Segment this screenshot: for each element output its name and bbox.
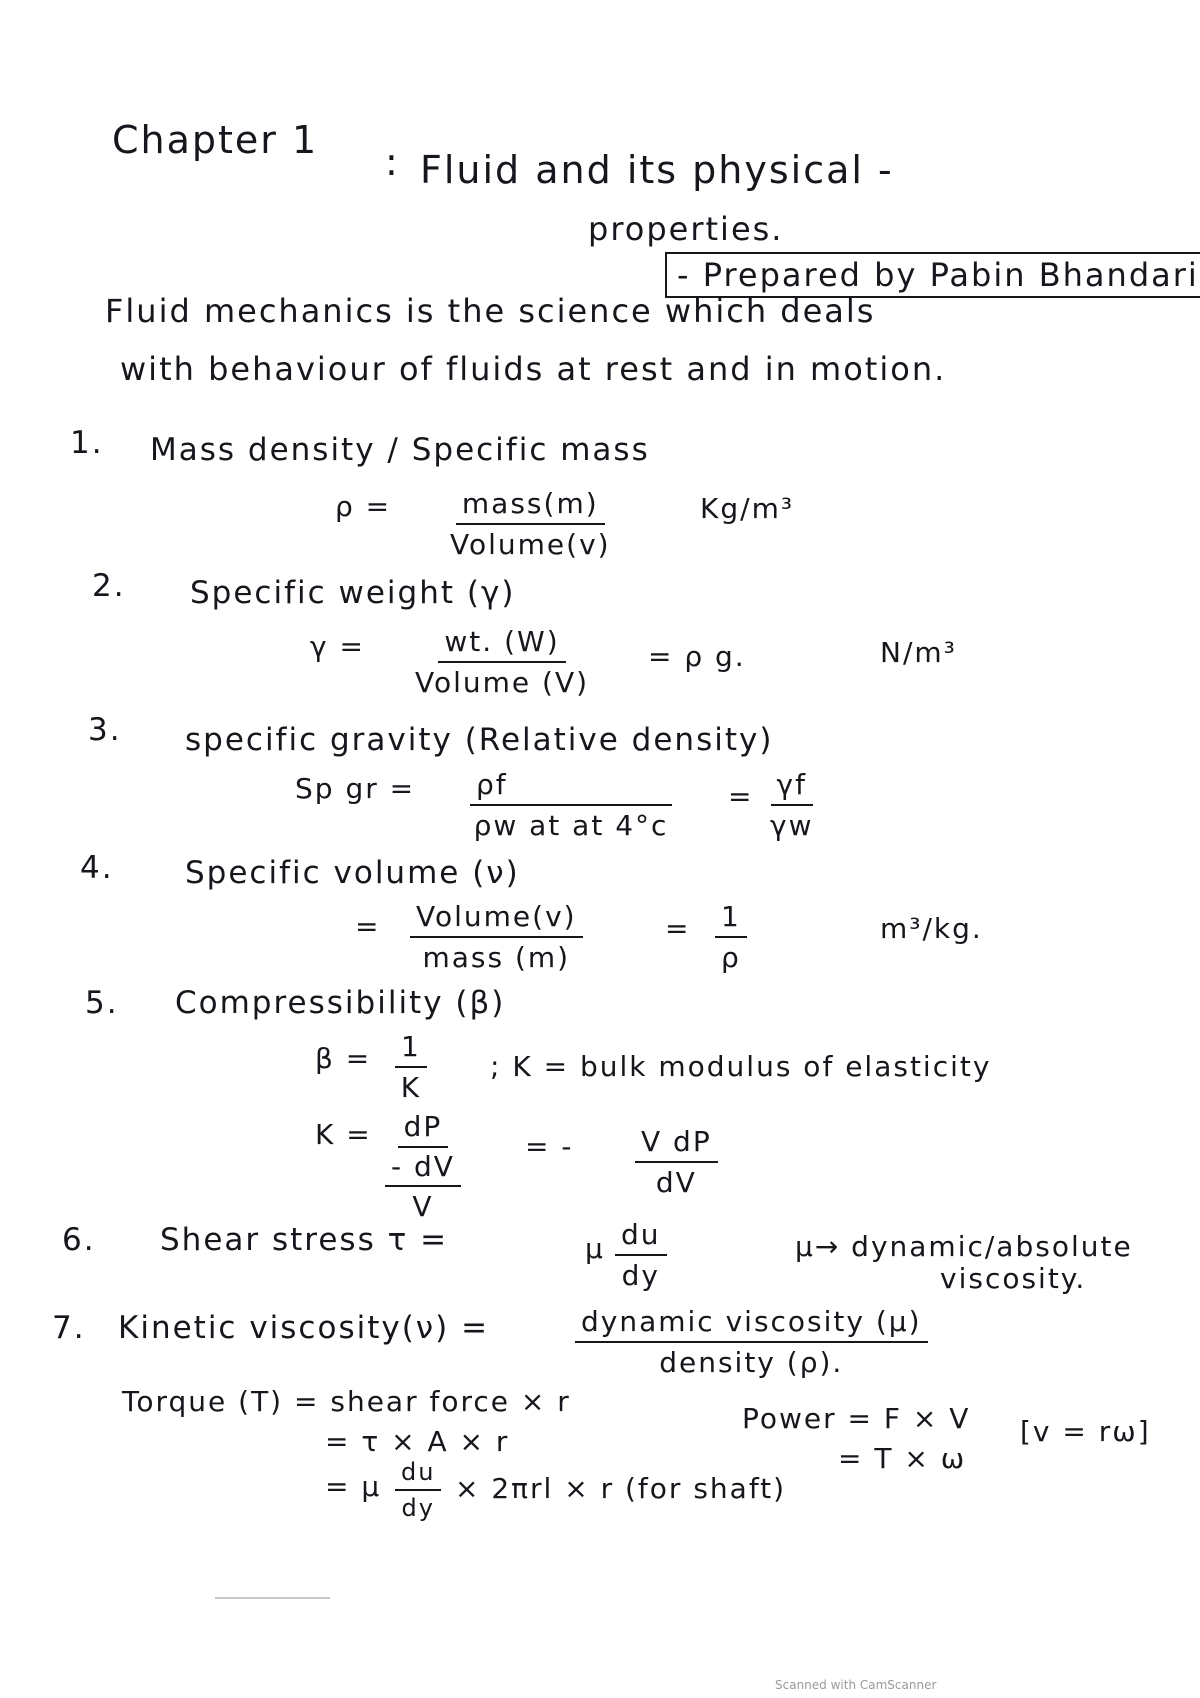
item-3-lhs: Sp gr =: [295, 772, 416, 805]
power-note: [v = rω]: [1020, 1415, 1151, 1448]
torque-line-3-post: × 2πrl × r (for shaft): [455, 1472, 787, 1505]
item-3-equals: =: [728, 780, 754, 813]
item-4-unit: m³/kg.: [880, 912, 983, 945]
item-1-denominator: Volume(v): [450, 528, 611, 561]
item-5-denominator-2-bottom: V: [412, 1190, 434, 1223]
torque-line-1: Torque (T) = shear force × r: [122, 1385, 571, 1418]
item-3-denominator: ρw at at 4°c: [473, 809, 669, 842]
stray-pen-mark: [215, 1597, 330, 1599]
item-4-heading: Specific volume (ν): [185, 855, 520, 891]
chapter-title-line2: properties.: [588, 210, 784, 248]
item-4-number: 4.: [80, 850, 114, 886]
item-2-fraction: [415, 625, 589, 699]
item-6-note-line-2: viscosity.: [940, 1262, 1087, 1295]
item-1-heading: Mass density / Specific mass: [150, 432, 650, 468]
item-6-number: 6.: [62, 1222, 96, 1258]
item-4-numerator-2: 1: [715, 900, 747, 938]
torque-line-3-denominator: dy: [401, 1494, 435, 1522]
item-6-heading: Shear stress τ =: [160, 1222, 449, 1258]
item-7-numerator: dynamic viscosity (μ): [575, 1305, 928, 1343]
item-1-unit: Kg/m³: [700, 492, 795, 525]
item-3-fraction-2: [770, 768, 813, 842]
item-4-fraction-2: [715, 900, 747, 974]
item-2-rhs: = ρ g.: [648, 640, 746, 673]
item-7-denominator: density (ρ).: [659, 1346, 844, 1379]
item-5-equals-2: = -: [525, 1130, 574, 1163]
torque-line-3-fraction: [395, 1458, 441, 1522]
item-6-denominator: dy: [621, 1259, 660, 1292]
item-7-fraction: [575, 1305, 928, 1379]
intro-line-2: with behaviour of fluids at rest and in motion.: [120, 350, 947, 388]
item-5-note: ; K = bulk modulus of elasticity: [490, 1050, 992, 1083]
chapter-title-line1: Fluid and its physical -: [420, 148, 894, 192]
item-2-heading: Specific weight (γ): [190, 575, 516, 611]
item-5-number: 5.: [85, 985, 119, 1021]
power-line-2: = T × ω: [838, 1442, 967, 1475]
item-1-number: 1.: [70, 425, 104, 461]
chapter-label: Chapter 1: [112, 118, 319, 162]
item-1-fraction: [450, 487, 611, 561]
item-4-numerator: Volume(v): [410, 900, 583, 938]
item-2-unit: N/m³: [880, 636, 957, 669]
item-4-fraction: [410, 900, 583, 974]
intro-line-1: Fluid mechanics is the science which deals: [105, 292, 876, 330]
item-2-denominator: Volume (V): [415, 666, 590, 699]
item-5-numerator: 1: [395, 1030, 427, 1068]
item-5-heading: Compressibility (β): [175, 985, 506, 1021]
power-line-1: Power = F × V: [742, 1402, 971, 1435]
item-6-mu: μ: [585, 1232, 605, 1265]
item-7-number: 7.: [52, 1310, 86, 1346]
item-2-numerator: wt. (W): [438, 625, 565, 663]
item-5-denominator-3: dV: [655, 1166, 697, 1199]
item-3-numerator: ρf: [470, 768, 672, 806]
item-6-fraction: [615, 1218, 667, 1292]
item-3-denominator-2: γw: [770, 809, 814, 842]
item-5-denominator-2-top: - dV: [385, 1148, 461, 1187]
item-6-note-line-1: μ→ dynamic/absolute: [795, 1230, 1133, 1263]
item-5-lhs: β =: [315, 1042, 372, 1075]
item-3-heading: specific gravity (Relative density): [185, 722, 774, 758]
item-3-number: 3.: [88, 712, 122, 748]
torque-line-3-pre: = μ: [325, 1470, 382, 1503]
item-5-fraction-2: [385, 1110, 461, 1223]
torque-line-3-numerator: du: [395, 1458, 441, 1491]
item-5-numerator-2: dP: [398, 1110, 449, 1148]
item-4-equals: =: [665, 912, 691, 945]
item-5-numerator-3: V dP: [635, 1125, 718, 1163]
item-5-denominator: K: [400, 1071, 422, 1104]
item-1-numerator: mass(m): [456, 487, 605, 525]
item-4-lhs: =: [355, 910, 381, 943]
torque-line-2: = τ × A × r: [325, 1425, 510, 1458]
chapter-colon: :: [385, 140, 400, 184]
item-2-lhs: γ =: [310, 630, 365, 663]
item-3-numerator-2: γf: [771, 768, 813, 806]
item-1-lhs: ρ =: [335, 490, 392, 523]
item-7-heading: Kinetic viscosity(ν) =: [118, 1310, 490, 1346]
prepared-by-box: - Prepared by Pabin Bhandari: [665, 252, 1200, 298]
item-2-number: 2.: [92, 568, 126, 604]
item-5-fraction: [395, 1030, 427, 1104]
item-5-fraction-3: [635, 1125, 718, 1199]
item-6-numerator: du: [615, 1218, 667, 1256]
item-5-lhs-2: K =: [315, 1118, 372, 1151]
scanner-watermark: Scanned with CamScanner: [775, 1678, 937, 1692]
item-4-denominator-2: ρ: [721, 941, 741, 974]
item-4-denominator: mass (m): [422, 941, 571, 974]
item-3-fraction: [470, 768, 672, 842]
